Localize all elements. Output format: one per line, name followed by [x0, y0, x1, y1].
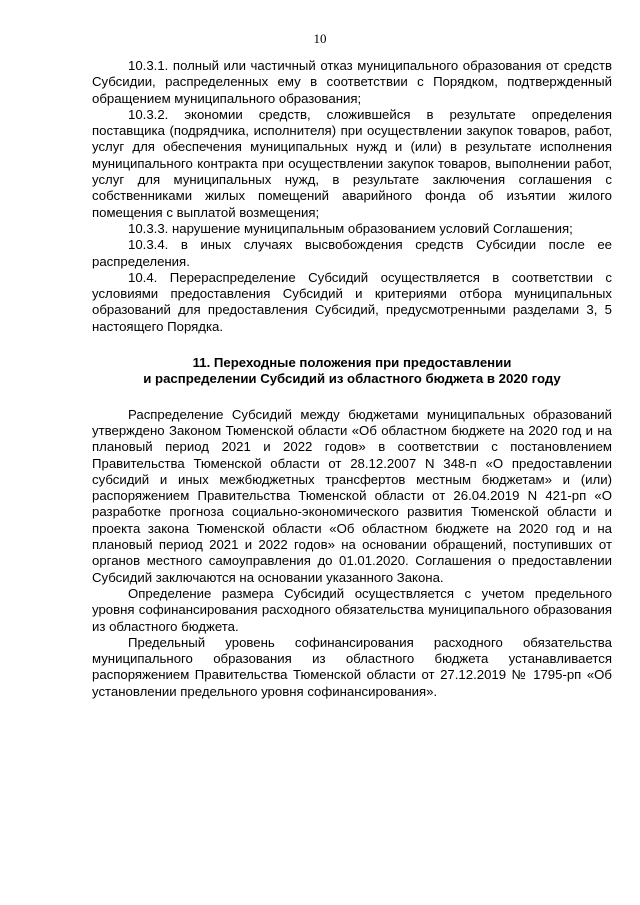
paragraph-10-3-4: 10.3.4. в иных случаях высвобождения средств Субсидии после ее распределения.: [92, 237, 612, 269]
document-body: [92, 58, 612, 700]
paragraph-10-4: 10.4. Перераспределение Субсидий осуществляется в соответствии с условиями предоставления Субсидий и критериями отбора муниципальных образований для предоставления Субсидий, предусмотренными разделами 3, 5 настоящего Порядка.: [92, 269, 612, 334]
paragraph-10-3-3: 10.3.3. нарушение муниципальным образованием условий Соглашения;: [128, 220, 573, 236]
paragraph-10-3-1: 10.3.1. полный или частичный отказ муниципального образования от средств Субсидии, распределенных ему в соответствии с Порядком, подтвержденный обращением муниципального образования;: [92, 58, 612, 106]
paragraph-determination: Определение размера Субсидий осуществляется с учетом предельного уровня софинансирования расходного обязательства муниципального образования из областного бюджета.: [92, 585, 612, 634]
paragraph-10-3-2: 10.3.2. экономии средств, сложившейся в результате определения поставщика (подрядчика, исполнителя) при осуществлении закупок товаров, работ, услуг для обеспечения муниципальных нужд и (или) в результате исполнения муниципального контракта при осуществлении закупок товаров, выполнении работ, услуг для муниципальных нужд, в результате заключения соглашения с собственниками жилых помещений аварийного фонда об изъятии жилого помещения с выплатой возмещения;: [92, 106, 612, 220]
paragraph-distribution: Распределение Субсидий между бюджетами муниципальных образований утверждено Законом Тюменской области «Об областном бюджете на 2020 год и на плановый период 2021 и 2022 годов» в соответствии с постановлением Правительства Тюменской области от 28.12.2007 N 348-п «О предоставлении субсидий и иных межбюджетных трансфертов местным бюджетам» и (или) распоряжением Правительства Тюменской области от 26.04.2019 N 421-рп «О разработке прогноза социально-экономического развития Тюменской области и проекта закона Тюменской области «Об областном бюджете на 2020 год и на плановый период 2021 и 2022 годов» на основании обращений, поступивших от органов местного самоуправления до 01.01.2020. Соглашения о предоставлении Субсидий заключаются на основании указанного Закона.: [92, 406, 612, 585]
paragraph-limit-level: Предельный уровень софинансирования расходного обязательства муниципального образования из областного бюджета устанавливается распоряжением Правительства Тюменской области от 27.12.2019 № 1795-рп «Об установлении предельного уровня софинансирования».: [92, 634, 612, 699]
section-title-line-2: и распределении Субсидий из областного бюджета в 2020 году: [143, 371, 561, 387]
page-number: 10: [313, 31, 327, 46]
section-title-line-1: 11. Переходные положения при предоставлении: [192, 355, 512, 371]
section-title: [92, 355, 612, 388]
